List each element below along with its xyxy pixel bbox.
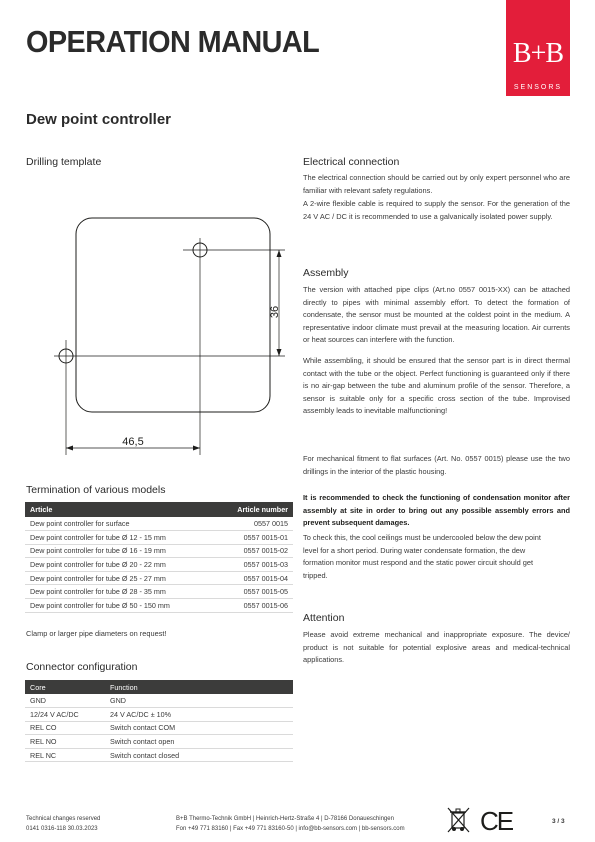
- ce-mark-icon: CE: [480, 806, 513, 836]
- connector-function: GND: [105, 694, 293, 708]
- product-title: Dew point controller: [26, 111, 172, 128]
- drilling-heading: Drilling template: [26, 156, 102, 168]
- assembly-p1: The version with attached pipe clips (Art.no 0557 0015-XX) can be attached directly to pipes with minimal assembly effort. To detect the formation of condensate, the sensor must be mounted at the coldest point in the medium. A representative indoor climate must prevail at the measuring location. Air currents or heat sources can interfere with the function.: [303, 285, 570, 345]
- model-article-number: 0557 0015-03: [216, 558, 293, 572]
- electrical-p1: The electrical connection should be carried out by only expert personnel who are familiar with relevant safety regulations.: [303, 173, 570, 195]
- model-article-number: 0557 0015: [216, 517, 293, 531]
- model-article: Dew point controller for tube Ø 16 - 19 mm: [25, 544, 216, 558]
- assembly-p2: While assembling, it should be ensured that the sensor part is in direct thermal contact with the tube or the object. Perfect functioning is guaranteed only if there is no air-gap between the tube and aluminum profile of the sensor. Therefore, a sensor is suitable only for a specific cross section of the tube. Improvised assembly leads to inevitable malfunctioning!: [303, 356, 570, 416]
- model-article: Dew point controller for tube Ø 25 - 27 mm: [25, 571, 216, 585]
- attention-p1: Please avoid extreme mechanical and inappropriate exposure. The device/ product is not suitable for potential explosive areas and medical-technical applications.: [303, 630, 570, 665]
- model-article-number: 0557 0015-02: [216, 544, 293, 558]
- col-core: Core: [25, 680, 105, 694]
- model-row: [25, 585, 293, 599]
- attention-heading: Attention: [303, 612, 345, 624]
- connector-core: REL CO: [25, 721, 105, 735]
- footer-contact: Fon +49 771 83160 | Fax +49 771 83160-50 | info@bb-sensors.com | bb-sensors.com: [176, 826, 405, 832]
- connector-row: [25, 708, 293, 722]
- connector-row: [25, 735, 293, 749]
- model-article-number: 0557 0015-01: [216, 531, 293, 545]
- connector-row: [25, 748, 293, 762]
- connector-function: Switch contact COM: [105, 721, 293, 735]
- assembly-p4-bold: It is recommended to check the functioning of condensation monitor after assembly at site in order to bring out any possible assembly errors and prevent subsequent damages.: [303, 493, 570, 528]
- connector-core: REL NC: [25, 748, 105, 762]
- model-row: [25, 544, 293, 558]
- connector-table: [25, 680, 293, 762]
- model-article: Dew point controller for tube Ø 50 - 150 mm: [25, 599, 216, 613]
- assembly-heading: Assembly: [303, 267, 349, 279]
- connector-function: Switch contact open: [105, 735, 293, 749]
- connector-heading: Connector configuration: [26, 661, 138, 673]
- col-article-number: Article number: [216, 502, 293, 517]
- model-article-number: 0557 0015-05: [216, 585, 293, 599]
- model-article: Dew point controller for tube Ø 20 - 22 mm: [25, 558, 216, 572]
- document-title: OPERATION MANUAL: [26, 24, 320, 59]
- model-row: [25, 558, 293, 572]
- logo-word: SENSORS: [513, 84, 563, 91]
- footer-docnumber: 0141 0316-118 30.03.2023: [26, 826, 98, 832]
- model-row: [25, 517, 293, 531]
- connector-core: 12/24 V AC/DC: [25, 708, 105, 722]
- model-article: Dew point controller for tube Ø 28 - 35 mm: [25, 585, 216, 599]
- model-article-number: 0557 0015-06: [216, 599, 293, 613]
- dimension-label-vertical: 36: [269, 305, 281, 319]
- footer-company: B+B Thermo-Technik GmbH | Heinrich-Hertz-Straße 4 | D-78166 Donaueschingen: [176, 816, 394, 822]
- model-row: [25, 531, 293, 545]
- models-heading: Termination of various models: [26, 484, 166, 496]
- logo-mark: B+B: [512, 38, 564, 69]
- models-table: [25, 502, 293, 613]
- drilling-template-drawing: [40, 205, 300, 460]
- connector-row: [25, 694, 293, 708]
- page-number: 3 / 3: [552, 818, 565, 825]
- brand-logo: [506, 0, 570, 96]
- connector-row: [25, 721, 293, 735]
- connector-function: 24 V AC/DC ± 10%: [105, 708, 293, 722]
- col-function: Function: [105, 680, 293, 694]
- models-note: Clamp or larger pipe diameters on request!: [26, 629, 167, 638]
- col-article: Article: [25, 502, 216, 517]
- electrical-p2: A 2-wire flexible cable is required to supply the sensor. For the generation of the 24 V AC / DC it is recommended to use a galvanically isolated power supply.: [303, 199, 570, 221]
- dimension-label-horizontal: 46,5: [122, 436, 144, 448]
- connector-function: Switch contact closed: [105, 748, 293, 762]
- model-article: Dew point controller for surface: [25, 517, 216, 531]
- weee-bin-icon: [447, 806, 471, 834]
- connector-core: GND: [25, 694, 105, 708]
- assembly-p4: To check this, the cool ceilings must be undercooled below the dew point level for a short period. During water condensate formation, the dew formation monitor must respond and the static power circuit should get tripped.: [303, 533, 541, 580]
- model-article-number: 0557 0015-04: [216, 571, 293, 585]
- model-row: [25, 599, 293, 613]
- connector-core: REL NO: [25, 735, 105, 749]
- model-row: [25, 571, 293, 585]
- model-article: Dew point controller for tube Ø 12 - 15 mm: [25, 531, 216, 545]
- assembly-p3: For mechanical fitment to flat surfaces (Art. No. 0557 0015) please use the two drillings in the interior of the plastic housing.: [303, 454, 570, 476]
- footer-changes: Technical changes reserved: [26, 816, 101, 822]
- electrical-heading: Electrical connection: [303, 156, 400, 168]
- housing-outline: [76, 218, 270, 412]
